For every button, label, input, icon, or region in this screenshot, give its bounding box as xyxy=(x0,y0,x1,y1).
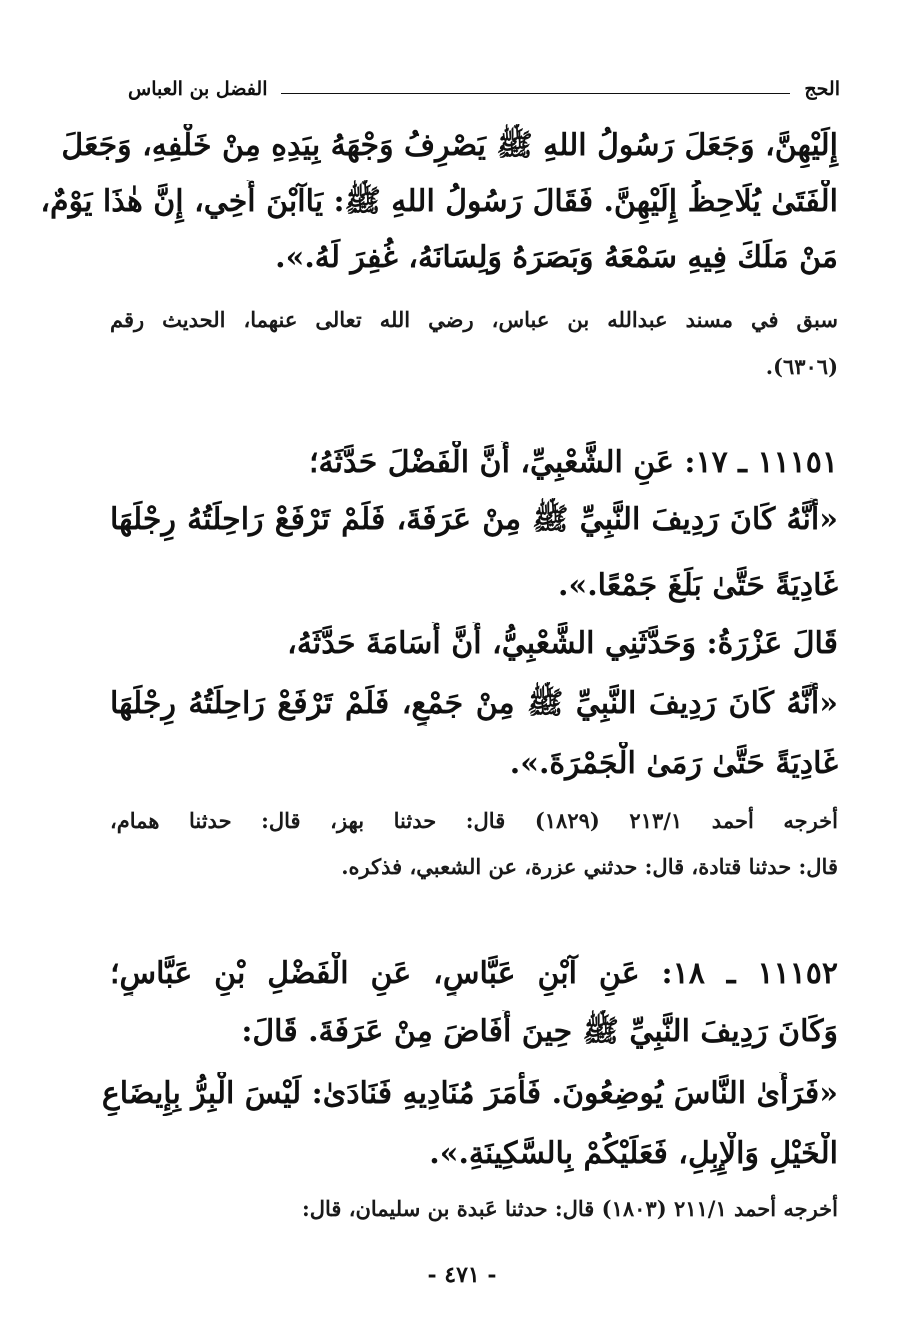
page-number: - ٤٧١ - xyxy=(427,1262,497,1288)
text-line: وَكَانَ رَدِيفَ النَّبِيِّ ﷺ حِينَ أَفَاضَ مِنْ عَرَفَةَ. قَالَ: xyxy=(241,1014,838,1049)
text-line: إِلَيْهِنَّ، وَجَعَلَ رَسُولُ اللهِ ﷺ يَصْرِفُ وَجْهَهُ بِيَدِهِ مِنْ خَلْفِهِ، وَجَعَلَ xyxy=(61,128,838,163)
source-note: أخرجه أحمد ٢١١/١ (١٨٠٣) قال: حدثنا عَبدة بن سليمان، قال: xyxy=(301,1196,838,1221)
text-line: «فَرَأَىٰ النَّاسَ يُوضِعُونَ. فَأَمَرَ مُنَادِيهِ فَنَادَىٰ: لَيْسَ الْبِرُّ بِإِيضَاعِ xyxy=(101,1076,838,1111)
text-line: الْخَيْلِ وَالْإِبِلِ، فَعَلَيْكُمْ بِالسَّكِينَةِ.». xyxy=(429,1136,838,1171)
text-line: قَالَ عَزْرَةُ: وَحَدَّثَنِي الشَّعْبِيُّ، أَنَّ أُسَامَةَ حَدَّثَهُ، xyxy=(287,626,838,661)
header-name: الفضل بن العباس xyxy=(128,78,268,100)
header-rule xyxy=(281,93,790,94)
text-line: «أَنَّهُ كَانَ رَدِيفَ النَّبِيِّ ﷺ مِنْ جَمْعٍ، فَلَمْ تَرْفَعْ رَاحِلَتُهُ رِجْلَهَا xyxy=(110,686,838,721)
text-line: غَادِيَةً حَتَّىٰ بَلَغَ جَمْعًا.». xyxy=(558,568,838,603)
source-note: (٦٣٠٦). xyxy=(765,354,838,379)
text-line: غَادِيَةً حَتَّىٰ رَمَىٰ الْجَمْرَةَ.». xyxy=(509,746,838,781)
hadith-heading: ١١١٥٢ ـ ١٨: عَنِ آبْنِ عَبَّاسٍ، عَنِ الْفَضْلِ بْنِ عَبَّاسٍ؛ xyxy=(110,956,838,991)
text-line: الْفَتَىٰ يُلَاحِظُ إِلَيْهِنَّ. فَقَالَ رَسُولُ اللهِ ﷺ: يَاآبْنَ أَخِي، إِنَّ هٰذَا يَوْمٌ، xyxy=(40,184,838,219)
source-note: سبق في مسند عبدالله بن عباس، رضي الله تعالى عنهما، الحديث رقم xyxy=(110,307,838,332)
header-section: الحج xyxy=(804,78,840,100)
source-note: أخرجه أحمد ٢١٣/١ (١٨٢٩) قال: حدثنا بهز، قال: حدثنا همام، xyxy=(110,808,839,833)
text-line: مَنْ مَلَكَ فِيهِ سَمْعَهُ وَبَصَرَهُ وَلِسَانَهُ، غُفِرَ لَهُ.». xyxy=(275,240,838,275)
running-header xyxy=(128,74,840,104)
source-note: قال: حدثنا قتادة، قال: حدثني عزرة، عن الشعبي، فذكره. xyxy=(341,854,838,879)
hadith-heading: ١١١٥١ ـ ١٧: عَنِ الشَّعْبِيِّ، أَنَّ الْفَضْلَ حَدَّثَهُ؛ xyxy=(309,445,838,480)
text-line: «أَنَّهُ كَانَ رَدِيفَ النَّبِيِّ ﷺ مِنْ عَرَفَةَ، فَلَمْ تَرْفَعْ رَاحِلَتُهُ رِجْلَهَا xyxy=(110,502,838,537)
